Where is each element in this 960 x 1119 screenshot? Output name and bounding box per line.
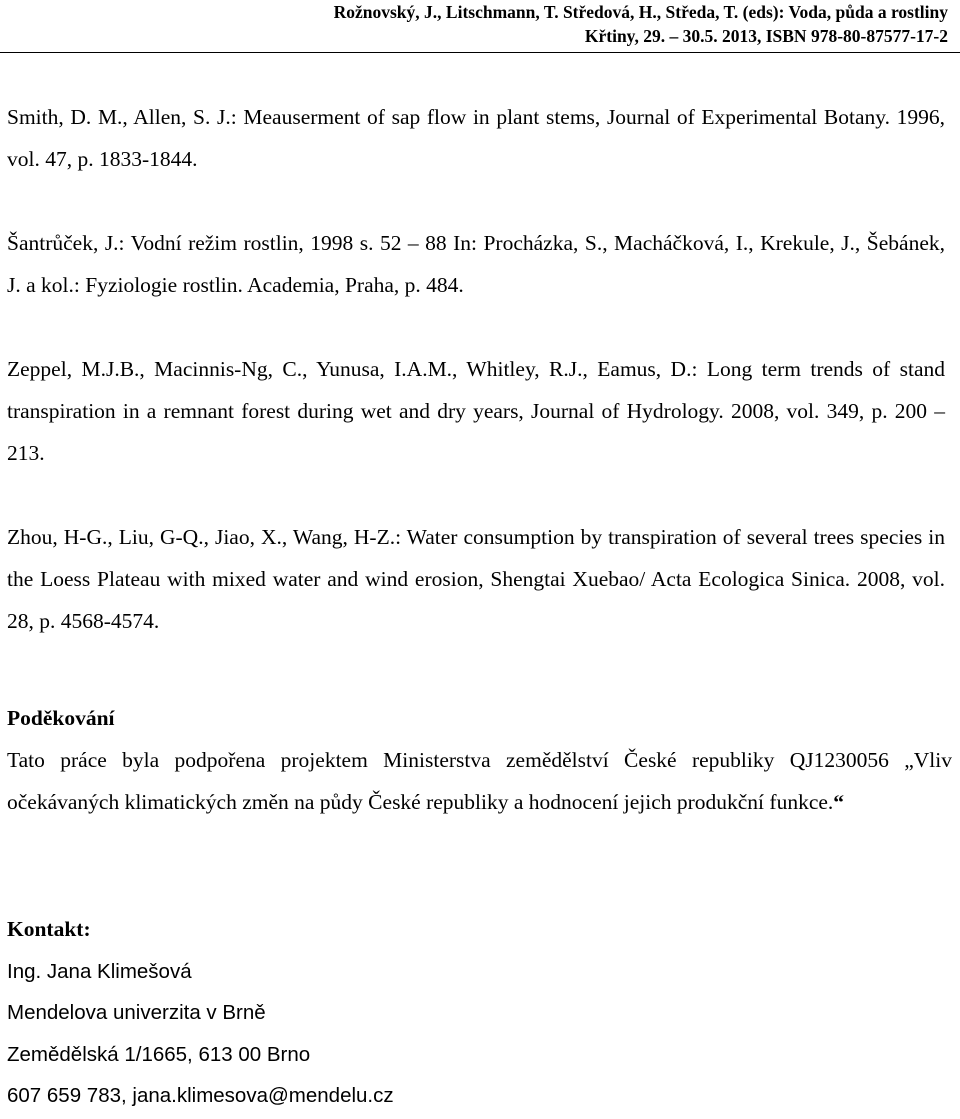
acknowledgement-body: Tato práce byla podpořena projektem Ministerstva zemědělství České republiky QJ1230056 „Vliv očekávaných klimatických změn na půdy České republiky a hodnocení jejich produkční funkce.: [7, 748, 952, 814]
contact-phone-email: 607 659 783, jana.klimesova@mendelu.cz: [7, 1084, 394, 1107]
reference-list: [7, 96, 945, 642]
header-venue-line: Křtiny, 29. – 30.5. 2013, ISBN 978-80-87577-17-2: [584, 26, 948, 46]
reference-item: Zhou, H-G., Liu, G-Q., Jiao, X., Wang, H-Z.: Water consumption by transpiration of several trees species in the Loess Plateau with mixed water and wind erosion, Shengtai Xuebao/ Acta Ecologica Sinica. 2008, vol. 28, p. 4568-4574.: [7, 525, 945, 633]
contact-name: Ing. Jana Klimešová: [7, 959, 192, 983]
contact-institution: Mendelova univerzita v Brně: [7, 1001, 266, 1024]
header-proceedings-line: Rožnovský, J., Litschmann, T. Středová, H., Středa, T. (eds): Voda, půda a rostliny: [333, 2, 948, 22]
contact-section: [7, 909, 907, 1117]
page-header: [8, 0, 948, 48]
reference-item: Zeppel, M.J.B., Macinnis-Ng, C., Yunusa, I.A.M., Whitley, R.J., Eamus, D.: Long term trends of stand transpiration in a remnant forest during wet and dry years, Journal of Hydrology. 2008, vol. 349, p. 200 – 213.: [7, 357, 945, 465]
reference-item: Smith, D. M., Allen, S. J.: Meauserment of sap flow in plant stems, Journal of Experimental Botany. 1996, vol. 47, p. 1833-1844.: [7, 105, 945, 171]
acknowledgement-text: [7, 739, 952, 823]
acknowledgement-section: [7, 697, 952, 823]
reference-item: Šantrůček, J.: Vodní režim rostlin, 1998 s. 52 – 88 In: Procházka, S., Macháčková, I., Krekule, J., Šebánek, J. a kol.: Fyziologie rostlin. Academia, Praha, p. 484.: [7, 231, 945, 297]
closing-quote: “: [833, 790, 845, 814]
acknowledgement-heading: Poděkování: [7, 706, 115, 730]
contact-address: Zemědělská 1/1665, 613 00 Brno: [7, 1042, 311, 1066]
contact-heading: Kontakt:: [7, 917, 91, 941]
header-divider: [0, 52, 960, 53]
